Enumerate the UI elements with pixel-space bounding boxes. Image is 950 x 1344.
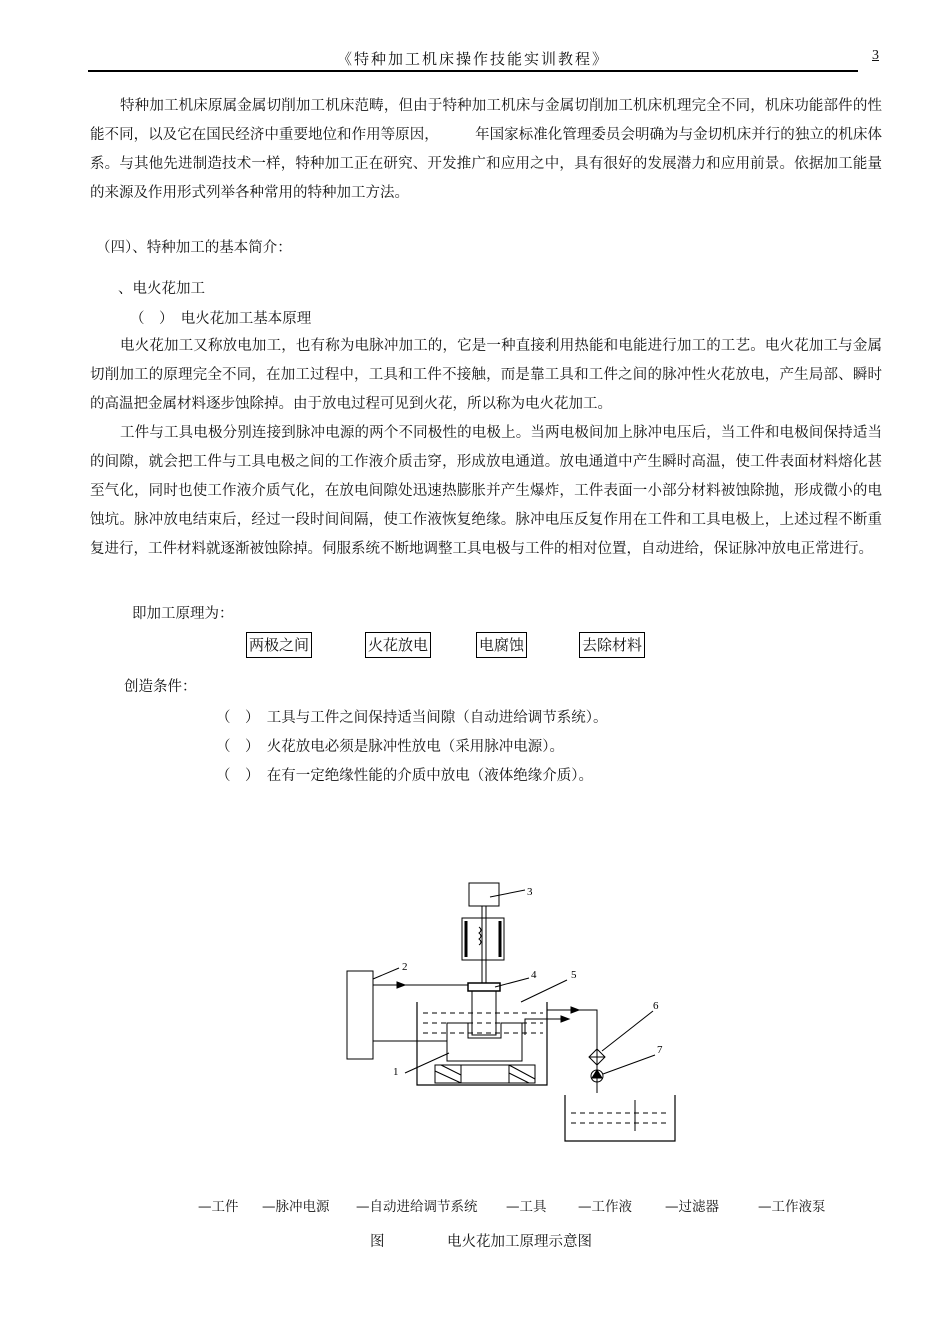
tool-electrode xyxy=(472,991,496,1035)
legend-item: —自动进给调节系统 xyxy=(356,1199,478,1215)
fluid-reservoir xyxy=(565,1095,675,1141)
condition-item: （ ） 工具与工件之间保持适当间隙（自动进给调节系统）。 xyxy=(216,710,608,726)
process-step: 电腐蚀 xyxy=(476,632,527,658)
edm-schematic-diagram xyxy=(335,875,695,1150)
edm-definition-paragraph: 电火花加工又称放电加工，也有称为电脉冲加工的，它是一种直接利用热能和电能进行加工的工艺。电火花加工与金属切削加工的原理完全不同，在加工过程中，工具和工件不接触，而是靠工具和工件之间的脉冲性火花放电，产生局部、瞬时的高温把金属材料逐步蚀除掉。由于放电过程可见到火花，所以称为电火花加工。 xyxy=(90,338,882,412)
work-table xyxy=(435,1065,535,1083)
principle-intro: 即加工原理为： xyxy=(132,606,234,622)
process-step: 火花放电 xyxy=(365,632,431,658)
diagram-label-4: 4 xyxy=(531,969,537,981)
book-title: 《特种加工机床操作技能实训教程》 xyxy=(336,50,609,68)
workpiece xyxy=(447,1023,522,1061)
condition-item: （ ） 火花放电必须是脉冲性放电（采用脉冲电源）。 xyxy=(216,739,564,755)
pulse-power-supply xyxy=(347,971,373,1059)
legend-item: —工作液 xyxy=(578,1199,632,1215)
legend-item: —工具 xyxy=(506,1199,547,1215)
diagram-label-1: 1 xyxy=(393,1066,399,1078)
return-pipe xyxy=(547,1010,597,1093)
subsubsection-heading: （ ） 电火花加工基本原理 xyxy=(130,311,312,327)
legend-item: —过滤器 xyxy=(665,1199,719,1215)
diagram-label-3: 3 xyxy=(527,886,533,898)
servo-motor xyxy=(469,883,499,906)
legend-item: —工件 xyxy=(198,1199,239,1215)
edm-process-paragraph: 工件与工具电极分别连接到脉冲电源的两个不同极性的电极上。当两电极间加上脉冲电压后，当工件和电极间保持适当的间隙，就会把工件与工具电极之间的工作液介质击穿，形成放电通道。放电通道中产生瞬时高温，使工件表面材料熔化甚至气化，同时也使工作液介质气化，在放电间隙处迅速热膨胀并产生爆炸，工件表面一小部分材料被蚀除抛，形成微小的电蚀坑。脉冲放电结束后，经过一段时间间隔，使工作液恢复绝缘。脉冲电压反复作用在工件和工具电极上，上述过程不断重复进行，工件材料就逐渐被蚀除掉。伺服系统不断地调整工具电极与工件的相对位置，自动进给，保证脉冲放电正常进行。 xyxy=(90,425,882,557)
subsection-heading: 、电火花加工 xyxy=(118,281,205,297)
section-heading: （四）、特种加工的基本简介： xyxy=(96,240,292,256)
page-header xyxy=(88,44,858,72)
conditions-heading: 创造条件： xyxy=(124,679,197,695)
diagram-label-7: 7 xyxy=(657,1044,663,1056)
feed-mechanism xyxy=(462,918,504,960)
figure-caption-prefix: 图 xyxy=(370,1234,385,1250)
process-step: 去除材料 xyxy=(579,632,645,658)
process-step: 两极之间 xyxy=(246,632,312,658)
work-tank xyxy=(417,1002,547,1085)
figure-caption: 电火花加工原理示意图 xyxy=(447,1234,592,1250)
diagram-label-2: 2 xyxy=(402,961,408,973)
page-number: 3 xyxy=(872,48,879,63)
legend-item: —工作液泵 xyxy=(758,1199,826,1215)
diagram-label-6: 6 xyxy=(653,1000,659,1012)
condition-item: （ ） 在有一定绝缘性能的介质中放电（液体绝缘介质）。 xyxy=(216,768,593,784)
diagram-label-5: 5 xyxy=(571,969,577,981)
intro-paragraph: 特种加工机床原属金属切削加工机床范畴，但由于特种加工机床与金属切削加工机床机理完全不同，机床功能部件的性能不同，以及它在国民经济中重要地位和作用等原因， 年国家标准化管理委员会明确为与金切机床并行的独立的机床体系。与其他先进制造技术一样，特种加工正在研究、开发推广和应用之中，具有很好的发展潜力和应用前景。依据加工能量的来源及作用形式列举各种常用的特种加工方法。 xyxy=(90,98,882,201)
legend-item: —脉冲电源 xyxy=(262,1199,330,1215)
